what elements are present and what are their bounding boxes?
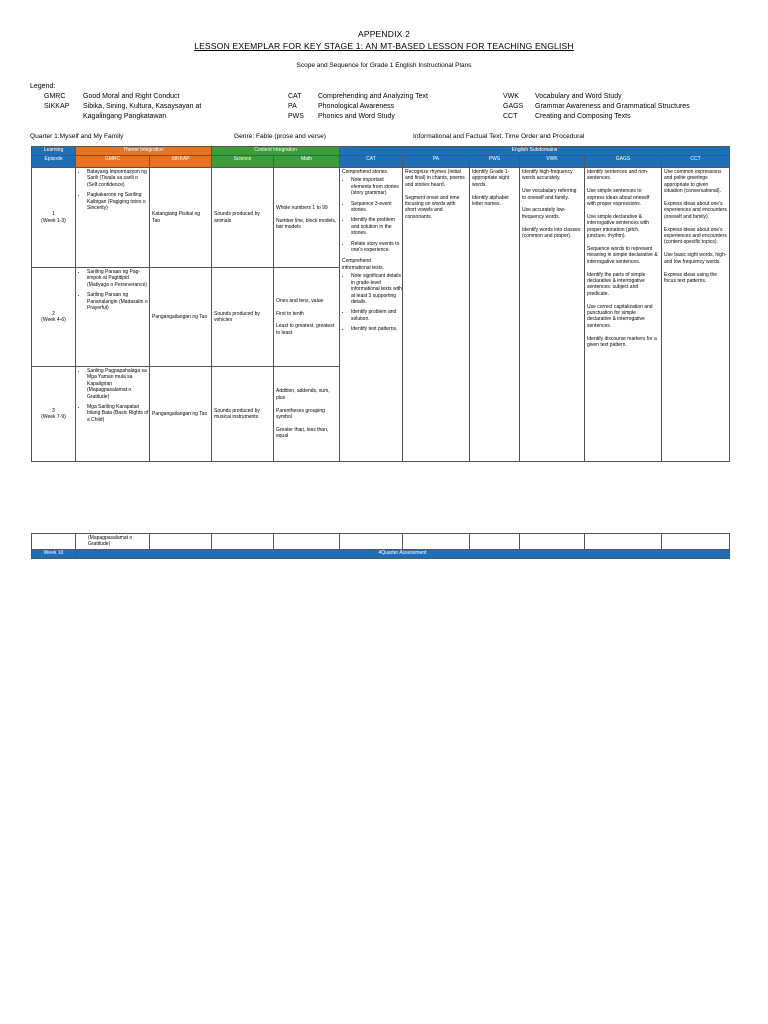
- science-cell: Sounds produced by musical instruments: [214, 407, 260, 420]
- document-title: LESSON EXEMPLAR FOR KEY STAGE 1: AN MT-BASED LESSON FOR TEACHING ENGLISH: [194, 41, 574, 51]
- list-item: • Note significant details in grade-level informational texts with at least 3 supporting details.: [351, 273, 402, 305]
- continuation-table: [31, 533, 730, 559]
- episode-number: 3: [52, 407, 55, 414]
- col-header-math: Math: [274, 156, 340, 168]
- list-item: • Sequence 3-event stories.: [351, 201, 402, 214]
- pws-cell: Identify Grade 1-appropriate sight words. Identify alphabet letter names.: [472, 169, 510, 208]
- episode-number: 2: [52, 310, 55, 317]
- legend-text: Vocabulary and Word Study: [535, 93, 622, 100]
- cct-cell: Use common expressions and polite greetings appropriate to given situation (conversational). Express ideas about one's experiences and encounters (oneself and family). Express ideas about one's experiences and encounters (content-specific topics). Use basic sight words, high- and low frequency words. Express ideas using the focus text patterns.: [664, 169, 727, 284]
- document-subtitle: Scope and Sequence for Grade 1 English Instructional Plans: [296, 62, 472, 69]
- legend-label: Legend:: [30, 83, 56, 90]
- legend-abbr: SIKKAP: [44, 103, 70, 110]
- sikkap-cell: Pangangailangan ng Tao: [152, 410, 208, 417]
- continuation-text: (Mapagpasalamat o Gratitude): [88, 535, 133, 548]
- gmrc-cell: [76, 168, 150, 268]
- legend-abbr: GMRC: [44, 93, 66, 100]
- quarter-assessment: 4Quarter Assessment: [76, 549, 730, 558]
- legend-text: Kagalingang Pangkatawan: [83, 113, 167, 120]
- pa-cell: Recognize rhymes (initial and final) in chants, poems and stories heard. Segment onset and rime focusing on words with short vowels and consonants.: [405, 169, 465, 220]
- col-header-sikkap: SIKKAP: [150, 156, 212, 168]
- sikkap-cell: Katangiang Pisikal ng Tao: [152, 211, 201, 224]
- table-row: [32, 549, 730, 558]
- legend-text: Good Moral and Right Conduct: [83, 93, 180, 100]
- legend-abbr: CCT: [503, 113, 518, 120]
- list-item: • Pagkakaroon ng Sariling Kaibigan (Pagiging totoo o Sincerity): [87, 192, 149, 211]
- list-item: • Mga Sariling Karapatan bilang Bata (Basic Rights of a Child): [87, 404, 149, 423]
- episode-cell: [32, 168, 76, 268]
- col-header-gags: GAGS: [585, 156, 662, 168]
- week10-label: Week 10: [32, 549, 76, 558]
- list-item: • Relate story events to one's experience.: [351, 241, 402, 254]
- gmrc-cell: [76, 367, 150, 462]
- episode-weeks: (Week 4-6): [41, 317, 66, 323]
- appendix-label: APPENDIX 2: [357, 29, 411, 39]
- episode-cell: [32, 367, 76, 462]
- science-cell: Sounds produced by vehicles: [214, 310, 260, 323]
- vwk-cell: Identify high-frequency words accurately. Use vocabulary referring to oneself and family. Use accurately low-frequency words. Identify words into classes (common and proper).: [522, 169, 581, 240]
- header-learning: Learning: [32, 147, 76, 156]
- genre-label: Genre: Fable (prose and verse): [234, 133, 326, 140]
- list-item: • Identify text patterns.: [351, 326, 402, 332]
- legend-abbr: CAT: [288, 93, 302, 100]
- header-theme-integration: Theme Integration: [76, 147, 212, 156]
- header-content-integration: Content Integration: [212, 147, 340, 156]
- science-cell: Sounds produced by animals: [214, 211, 260, 224]
- math-cell: Whole numbers 1 to 99 Number line, block models, bar models: [276, 204, 337, 230]
- legend-text: Phonics and Word Study: [318, 113, 395, 120]
- table-row: [32, 168, 730, 268]
- cat-heading: Comprehend informational texts.: [342, 258, 384, 271]
- legend-text: Grammar Awareness and Grammatical Structures: [535, 103, 690, 110]
- legend-abbr: GAGS: [503, 103, 524, 110]
- col-header-science: Science: [212, 156, 274, 168]
- col-header-gmrc: GMRC: [76, 156, 150, 168]
- legend-abbr: PA: [288, 103, 297, 110]
- text-type-label: Informational and Factual Text: Time Order and Procedural: [413, 133, 585, 140]
- list-item: • Sariling Paraan ng Pag-iimpok at Pagtitipid (Matiyaga o Perseverance): [87, 269, 149, 288]
- col-header-cct: CCT: [662, 156, 730, 168]
- list-item: • Identify problem and solution.: [351, 309, 402, 322]
- scope-sequence-table: [31, 146, 730, 462]
- list-item: • Identify the problem and solution in the stories.: [351, 217, 402, 236]
- legend-text: Creating and Composing Texts: [535, 113, 631, 120]
- legend-abbr: VWK: [503, 93, 519, 100]
- quarter-title: Quarter 1:Myself and My Family: [30, 133, 124, 140]
- header-english-subdomains: English Subdomains: [340, 147, 730, 156]
- legend-abbr: PWS: [288, 113, 304, 120]
- episode-cell: [32, 268, 76, 367]
- sikkap-cell: Pangangailangan ng Tao: [152, 313, 208, 320]
- cat-cell: [340, 168, 403, 462]
- list-item: • Batayang Impormasyon ng Sarili (Tiwala sa sarili o (Self confidence): [87, 169, 149, 188]
- list-item: • Sariling Pagpapahalaga sa Mga Yaman mula sa Kapaligiran (Mapagpasalamat o Gratitude): [87, 368, 149, 400]
- math-cell: Addition, addends, sum, plus Parentheses grouping symbol Greater than, less than, equal: [276, 388, 330, 440]
- table-row: [32, 534, 730, 550]
- list-item: • Sariling Paraan ng Pananalangin (Madasalin o Prayerful): [87, 292, 149, 311]
- episode-weeks: (Week 1-3): [41, 217, 66, 224]
- cat-heading: Comprehend stories.: [342, 169, 389, 175]
- col-header-vwk: VWK: [520, 156, 585, 168]
- col-header-pws: PWS: [470, 156, 520, 168]
- col-header-cat: CAT: [340, 156, 403, 168]
- gags-cell: Identify sentences and non-sentences. Use simple sentences to express ideas about oneself with proper expressions. Use simple declarative & interrogative sentences with proper intonation (pitch, juncture, rhythm). Sequence words to represent meaning in simple declarative & interrogative sentences. Identify the parts of simple declarative & interrogative sentences: subject and predicate. Use correct capitalization and punctuation for simple declarative & interrogative sentences. Identify discourse markers for a given text pattern.: [587, 169, 658, 348]
- legend-text: Sibika, Sining, Kultura, Kasaysayan at: [83, 103, 202, 110]
- episode-weeks: (Week 7-9): [41, 414, 66, 420]
- math-cell: Ones and tens, value First to tenth Least to greatest, greatest to least: [276, 297, 335, 336]
- episode-number: 1: [52, 211, 55, 218]
- gmrc-cell: [76, 268, 150, 367]
- legend-text: Comprehending and Analyzing Text: [318, 93, 429, 100]
- col-header-episode: Episode: [32, 156, 76, 168]
- list-item: • Note important elements from stories (story grammar): [351, 177, 402, 196]
- legend-text: Phonological Awareness: [318, 103, 395, 110]
- col-header-pa: PA: [403, 156, 470, 168]
